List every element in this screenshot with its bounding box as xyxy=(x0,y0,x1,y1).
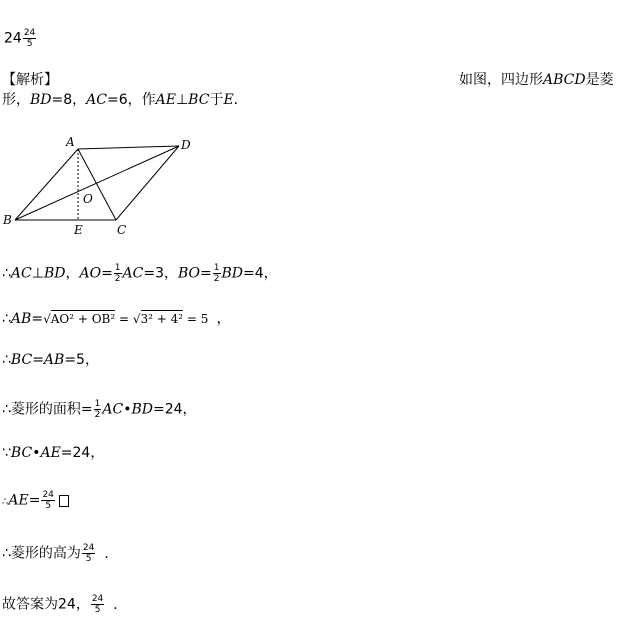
analysis-intro: 如图，四边形ABCD是菱 xyxy=(459,72,614,88)
radical-2: √3² + 4² xyxy=(132,312,184,326)
placeholder-box xyxy=(59,495,69,507)
step-7: ∴菱形的高为 $\frac{24}{5}$ ． xyxy=(2,543,119,564)
label-c: C xyxy=(117,223,127,237)
step-1: ∴AC⊥BD，AO= $\frac{1}{2}$ AC=3，BO= $\frac{1}{2}$ BD=4， xyxy=(2,263,278,284)
label-o: O xyxy=(83,192,93,206)
analysis-header: 【解析】 xyxy=(2,72,58,88)
step-3: ∴BC=AB=5， xyxy=(2,352,99,368)
analysis-intro-line2: 形，BD=8，AC=6，作AE⊥BC于E． xyxy=(2,92,248,108)
final-answer-line: 故答案为24， $\frac{24}{5}$ ． xyxy=(2,594,128,615)
label-a: A xyxy=(66,135,75,149)
diagonal-ac xyxy=(78,149,116,220)
answer-line xyxy=(4,28,37,49)
diagonal-bd xyxy=(15,146,179,220)
step-2: ∴AB=√AO² + OB² = √3² + 4² = 5 ， xyxy=(2,311,231,327)
label-e: E xyxy=(74,223,83,237)
label-b: B xyxy=(3,213,12,227)
label-d: D xyxy=(181,138,191,152)
edge-ab xyxy=(15,149,78,220)
radical-1: √AO² + OB² xyxy=(43,312,116,326)
step-5: ∵BC•AE=24， xyxy=(2,445,105,461)
rhombus-figure xyxy=(0,130,210,240)
answer-fraction: $\frac{24}{5}$ xyxy=(23,28,36,49)
answer-whole: 24 xyxy=(4,30,22,47)
step-4: ∴菱形的面积= $\frac{1}{2}$ AC•BD=24， xyxy=(2,399,197,420)
edge-cd xyxy=(116,146,179,220)
step-6: ∴AE= $\frac{24}{5}$ xyxy=(2,490,69,511)
edge-ad xyxy=(78,146,179,149)
